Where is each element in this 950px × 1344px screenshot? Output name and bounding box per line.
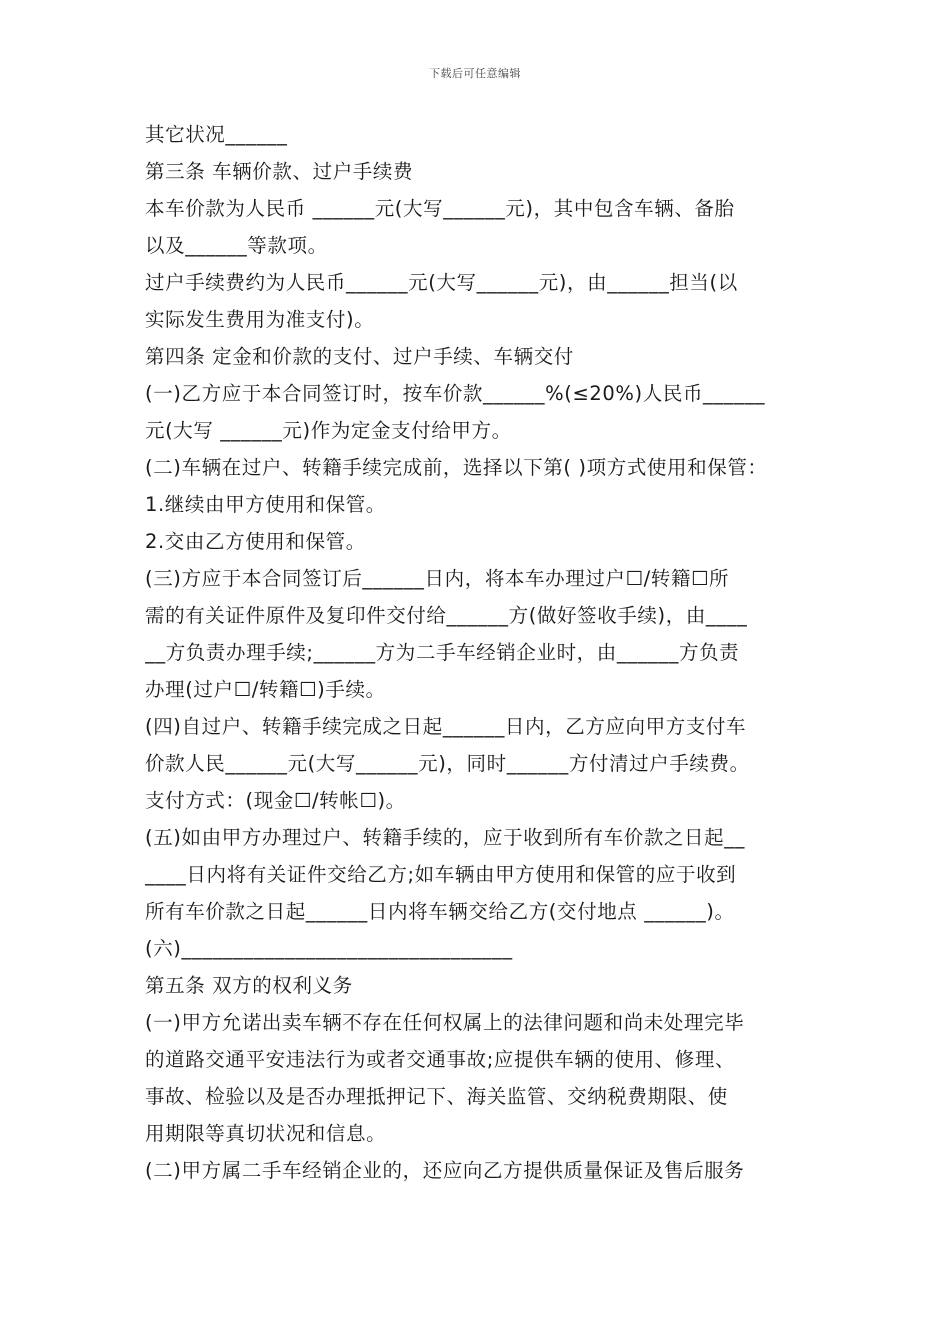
document-line: 1.继续由甲方使用和保管。 [145,493,386,516]
document-line: ____日内将有关证件交给乙方;如车辆由甲方使用和保管的应于收到 [145,863,737,886]
document-line: 过户手续费约为人民币______元(大写______元)，由______担当(以 [145,271,738,294]
document-line: (四)自过户、转籍手续完成之日起______日内，乙方应向甲方支付车 [145,715,747,738]
document-line: (一)乙方应于本合同签订时，按车价款______%(≤20%)人民币______ [145,382,766,405]
document-line: 其它状况______ [145,123,288,146]
document-body [145,116,809,1189]
document-line: __方负责办理手续;______方为二手车经销企业时，由______方负责 [145,641,740,664]
document-line: 支付方式：(现金☐/转帐☐)。 [145,789,406,812]
document-line: 的道路交通平安违法行为或者交通事故;应提供车辆的使用、修理、 [145,1048,736,1071]
document-line: 本车价款为人民币 ______元(大写______元)，其中包含车辆、备胎 [145,197,735,220]
document-line: 所有车价款之日起______日内将车辆交给乙方(交付地点 ______)。 [145,900,735,923]
document-line: 价款人民______元(大写______元)，同时______方付清过户手续费。 [145,752,750,775]
page-header: 下载后可任意编辑 [429,67,521,80]
document-line: 2.交由乙方使用和保管。 [145,530,366,553]
document-line: 实际发生费用为准支付)。 [145,308,375,331]
document-line: (五)如由甲方办理过户、转籍手续的，应于收到所有车价款之日起__ [145,826,745,849]
document-line: 办理(过户☐/转籍☐)手续。 [145,678,386,701]
document-line: (六)________________________________ [145,937,513,960]
document-line: (三)方应于本合同签订后______日内，将本车办理过户☐/转籍☐所 [145,567,730,590]
document-line: 元(大写 ______元)作为定金支付给甲方。 [145,419,512,442]
document-line: 以及______等款项。 [145,234,328,257]
document-line: 用期限等真切状况和信息。 [145,1122,387,1145]
document-line: 第三条 车辆价款、过户手续费 [145,160,414,183]
document-line: 第四条 定金和价款的支付、过户手续、车辆交付 [145,345,574,368]
document-line: (二)车辆在过户、转籍手续完成前，选择以下第( )项方式使用和保管： [145,456,768,479]
document-line: 需的有关证件原件及复印件交付给______方(做好签收手续)，由____ [145,604,748,627]
document-line: 第五条 双方的权利义务 [145,974,353,997]
document-line: 事故、检验以及是否办理抵押记下、海关监管、交纳税费期限、使 [145,1085,728,1108]
document-line: (二)甲方属二手车经销企业的，还应向乙方提供质量保证及售后服务 [145,1159,745,1182]
document-line: (一)甲方允诺出卖车辆不存在任何权属上的法律问题和尚未处理完毕 [145,1011,745,1034]
